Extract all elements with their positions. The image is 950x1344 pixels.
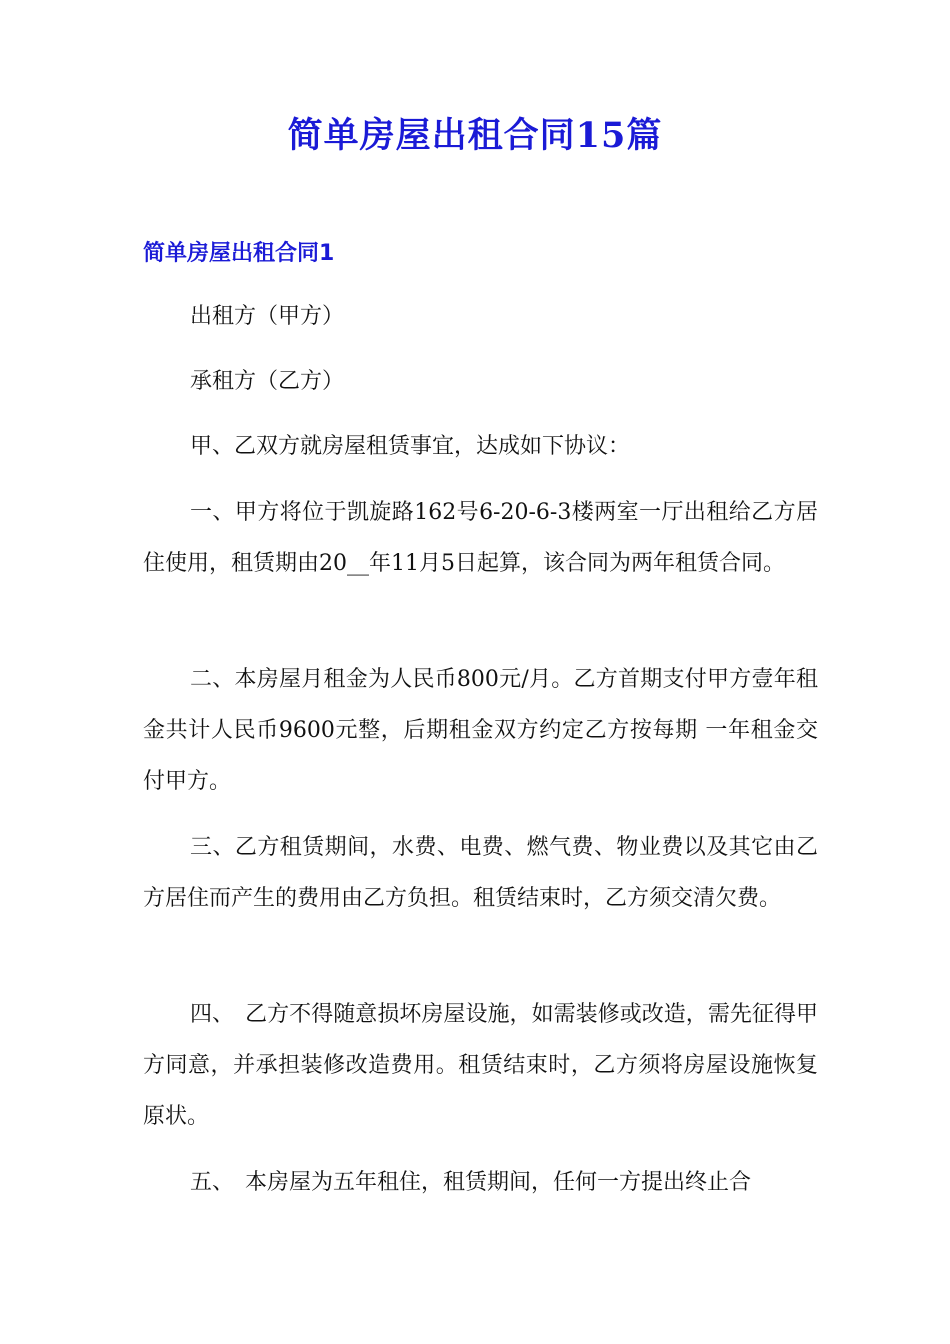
paragraph-clause-4: 四、 乙方不得随意损坏房屋设施，如需装修或改造，需先征得甲方同意，并承担装修改造费用。租赁结束时，乙方须将房屋设施恢复原状。 (143, 1002, 818, 1129)
paragraph-lessor: 出租方（甲方） (190, 304, 345, 329)
paragraph-lessee: 承租方（乙方） (190, 369, 345, 394)
paragraph-clause-2: 二、本房屋月租金为人民币800元/月。乙方首期支付甲方壹年租金共计人民币9600元整，后期租金双方约定乙方按每期 一年租金交付甲方。 (143, 667, 818, 794)
paragraph-clause-5: 五、 本房屋为五年租住，租赁期间，任何一方提出终止合 (190, 1170, 752, 1195)
section-heading: 简单房屋出租合同1 (143, 241, 335, 266)
document-title: 简单房屋出租合同15篇 (287, 115, 663, 156)
paragraph-clause-1: 一、甲方将位于凯旋路162号6-20-6-3楼两室一厅出租给乙方居住使用，租赁期由20__年11月5日起算，该合同为两年租赁合同。 (143, 500, 818, 576)
paragraph-clause-3: 三、乙方租赁期间，水费、电费、燃气费、物业费以及其它由乙方居住而产生的费用由乙方负担。租赁结束时，乙方须交清欠费。 (143, 835, 818, 911)
paragraph-agreement-intro: 甲、乙双方就房屋租赁事宜，达成如下协议： (190, 434, 631, 459)
